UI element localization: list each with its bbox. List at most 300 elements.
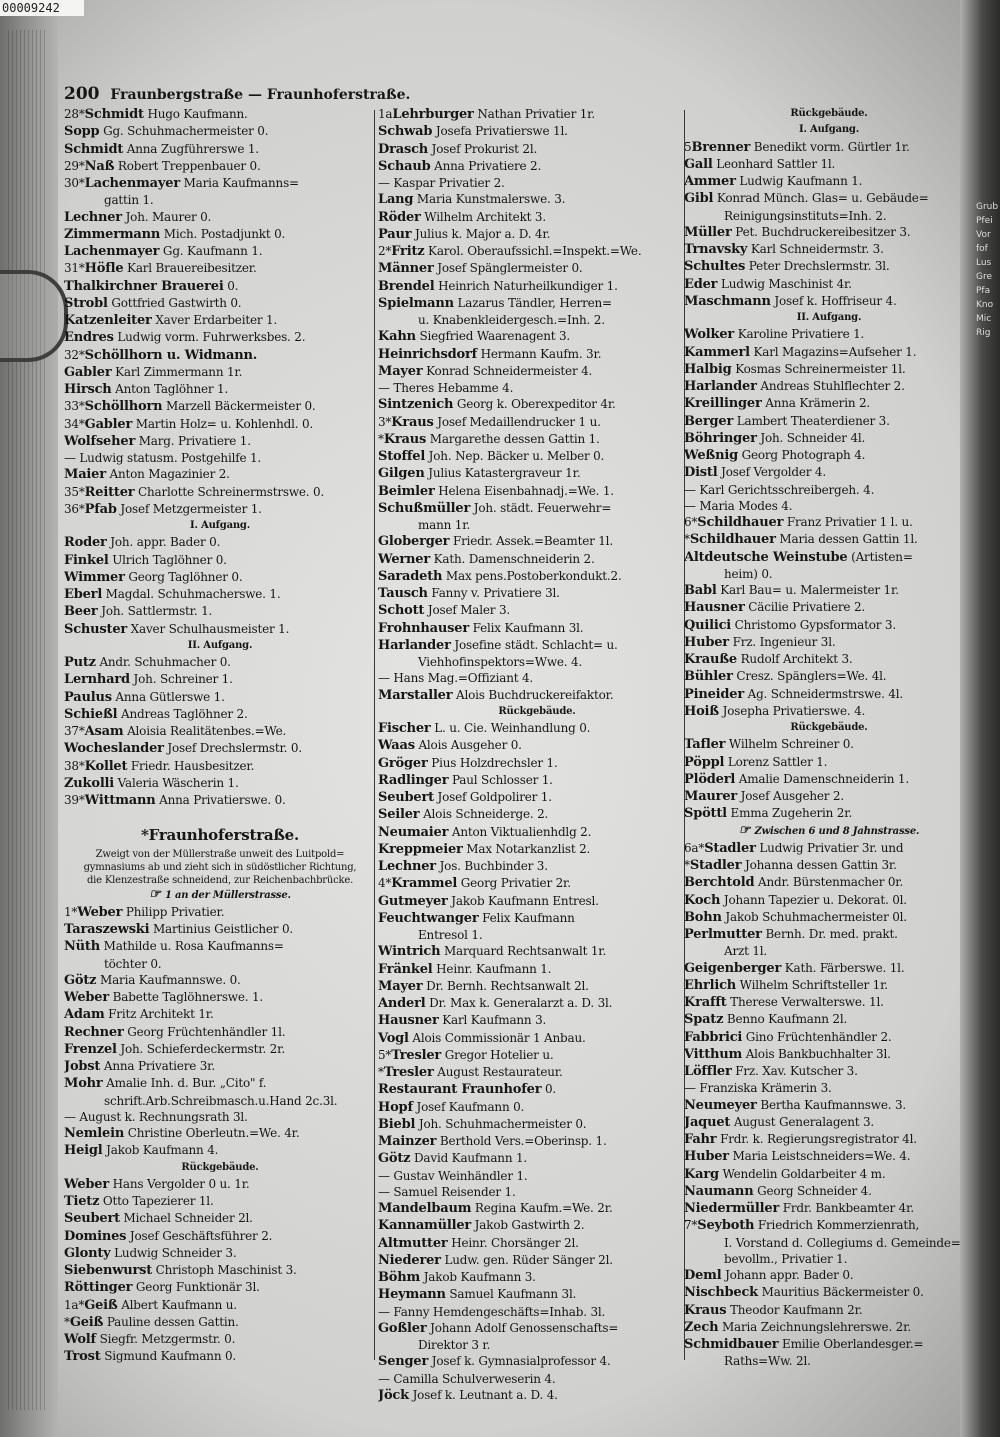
directory-entry bbox=[378, 1304, 696, 1320]
surname: Globerger bbox=[378, 534, 450, 550]
directory-entry bbox=[378, 1012, 696, 1029]
entry-details: Wilhelm Schreiner 0. bbox=[725, 737, 854, 752]
surname: Katzenleiter bbox=[64, 313, 152, 328]
directory-entry bbox=[378, 363, 696, 380]
book-edge-left bbox=[0, 0, 58, 1437]
directory-entry bbox=[378, 720, 696, 737]
directory-entry bbox=[64, 364, 376, 381]
surname: Paulus bbox=[64, 689, 112, 705]
surname: Gutmeyer bbox=[378, 893, 448, 909]
surname: Schaub bbox=[378, 158, 431, 174]
cross-reference-text: 1 an der Müllerstrasse. bbox=[164, 889, 291, 901]
entry-details: Ludwig Maschinist 4r. bbox=[717, 276, 852, 291]
entry-details: Gregor Hotelier u. bbox=[441, 1047, 554, 1062]
surname: Spöttl bbox=[684, 806, 727, 822]
entry-details: Ludw. gen. Rüder Sänger 2l. bbox=[440, 1252, 613, 1267]
entry-details: — Hans Mag.=Offiziant 4. bbox=[378, 671, 534, 686]
entry-details: Alois Commissionär 1 Anbau. bbox=[408, 1030, 586, 1045]
surname: Altdeutsche Weinstube bbox=[684, 549, 848, 565]
entry-details: Maria Kunstmalerswe. 3. bbox=[413, 192, 566, 207]
surname: Mayer bbox=[378, 978, 423, 994]
entry-details: Nathan Privatier 1r. bbox=[473, 107, 595, 121]
directory-entry bbox=[378, 995, 696, 1012]
directory-entry bbox=[64, 1210, 376, 1227]
entry-details: Josepha Privatierswe. 4. bbox=[718, 703, 866, 718]
entry-details: Anna Gütlerswe 1. bbox=[111, 689, 225, 704]
entry-details: Julius k. Major a. D. 4r. bbox=[411, 226, 551, 241]
cross-reference bbox=[684, 823, 974, 840]
surname: Waas bbox=[378, 738, 415, 754]
entry-details: Siegfr. Metzgermstr. 0. bbox=[95, 1332, 236, 1346]
fragment-line: Kno bbox=[976, 300, 994, 310]
entry-details: Marquard Rechtsanwalt 1r. bbox=[440, 944, 607, 959]
entry-details: Fanny v. Privatiere 3l. bbox=[427, 586, 560, 600]
surname: Endres bbox=[64, 330, 114, 346]
entry-details: Marg. Privatiere 1. bbox=[135, 433, 251, 448]
directory-entry bbox=[684, 617, 974, 634]
entry-details: Joh. Maurer 0. bbox=[121, 209, 212, 224]
entry-details: Josef Metzgermeister 1. bbox=[116, 501, 262, 516]
surname: Zimmermann bbox=[64, 226, 161, 242]
directory-entry bbox=[378, 1387, 696, 1404]
directory-entry bbox=[378, 328, 696, 345]
house-number: 6a* bbox=[684, 840, 705, 855]
surname: Brenner bbox=[691, 139, 751, 155]
directory-column-2 bbox=[378, 106, 696, 1404]
directory-entry bbox=[684, 464, 974, 481]
directory-entry bbox=[378, 141, 696, 158]
surname: Mayer bbox=[378, 363, 423, 379]
section-heading: II. Aufgang. bbox=[187, 639, 253, 651]
entry-details: — Samuel Reisender 1. bbox=[378, 1184, 516, 1199]
entry-details: Lazarus Tändler, Herren= bbox=[453, 295, 612, 310]
surname: Gall bbox=[684, 156, 713, 172]
entry-continuation: heim) 0. bbox=[724, 566, 773, 581]
entry-continuation: mann 1r. bbox=[418, 518, 471, 532]
entry-details: Charlotte Schreinermstrswe. 0. bbox=[134, 484, 325, 499]
directory-entry bbox=[64, 972, 376, 989]
entry-details: — Maria Modes 4. bbox=[684, 498, 793, 513]
entry-details: Karoline Privatiere 1. bbox=[734, 327, 865, 342]
entry-details: Anna Privatiere 3r. bbox=[100, 1059, 216, 1073]
directory-entry bbox=[64, 904, 376, 921]
entry-details: Jakob Schuhmachermeister 0l. bbox=[721, 909, 907, 924]
surname: Geiß bbox=[69, 1314, 104, 1330]
directory-entry bbox=[378, 380, 696, 396]
entry-details: Berthold Vers.=Oberinsp. 1. bbox=[436, 1134, 607, 1148]
directory-entry bbox=[684, 447, 974, 464]
directory-entry bbox=[684, 771, 974, 788]
entry-details: Andr. Bürstenmacher 0r. bbox=[754, 875, 904, 890]
entry-details: Joh. Schneider 4l. bbox=[756, 430, 866, 445]
section-heading: Rückgebäude. bbox=[498, 705, 576, 717]
entry-details: Mathilde u. Rosa Kaufmanns= bbox=[100, 939, 284, 954]
surname: Jaquet bbox=[684, 1114, 731, 1130]
surname: Spatz bbox=[684, 1012, 724, 1028]
entry-details: Cäcilie Privatiere 2. bbox=[744, 600, 866, 615]
entry-details: Kath. Damenschneiderin 2. bbox=[430, 551, 595, 566]
house-number: 1a bbox=[378, 107, 393, 121]
entry-details: Josefine städt. Schlacht= u. bbox=[450, 637, 618, 652]
entry-details: Georg Privatier 2r. bbox=[457, 876, 571, 891]
surname: Adam bbox=[64, 1007, 105, 1023]
directory-entry bbox=[684, 498, 974, 514]
surname: Lernhard bbox=[64, 672, 130, 688]
directory-entry bbox=[378, 961, 696, 978]
entry-details: Xaver Erdarbeiter 1. bbox=[151, 313, 278, 327]
surname: Gibl bbox=[684, 191, 714, 207]
directory-entry bbox=[684, 634, 974, 651]
entry-details: Karl Zimmermann 1r. bbox=[111, 364, 243, 379]
directory-entry bbox=[378, 1030, 696, 1047]
surname: Thalkirchner Brauerei bbox=[64, 278, 224, 294]
surname: Huber bbox=[684, 1149, 729, 1165]
surname: Maschmann bbox=[684, 293, 771, 309]
house-number: 39* bbox=[64, 793, 85, 807]
surname: Putz bbox=[64, 655, 96, 670]
surname: Schildhauer bbox=[689, 532, 776, 548]
surname: Kammerl bbox=[684, 344, 750, 360]
directory-entry bbox=[378, 910, 696, 927]
directory-entry bbox=[684, 156, 974, 173]
entry-details: Cresz. Spänglers=We. 4l. bbox=[732, 669, 887, 684]
directory-entry bbox=[684, 582, 974, 599]
directory-entry bbox=[64, 989, 376, 1006]
surname: Spielmann bbox=[378, 295, 454, 311]
directory-entry bbox=[684, 994, 974, 1011]
directory-entry bbox=[64, 175, 376, 192]
entry-details: Julius Katastergraveur 1r. bbox=[424, 466, 581, 481]
surname: Hoiß bbox=[684, 703, 719, 719]
directory-entry bbox=[378, 483, 696, 500]
entry-details: Felix Kaufmann bbox=[478, 910, 575, 925]
surname: Kannamüller bbox=[378, 1218, 472, 1234]
directory-entry bbox=[684, 482, 974, 498]
house-number: 34* bbox=[64, 416, 85, 431]
cross-reference bbox=[64, 887, 376, 904]
entry-details: Ludwig Kaufmann 1. bbox=[735, 174, 863, 188]
entry-details: Georg k. Oberexpeditor 4r. bbox=[453, 397, 616, 412]
entry-continuation: Direktor 3 r. bbox=[418, 1338, 491, 1352]
entry-details: Emilie Oberlandesger.= bbox=[778, 1337, 924, 1351]
surname: Fahr bbox=[684, 1132, 717, 1147]
surname: Hausner bbox=[378, 1013, 439, 1029]
directory-entry bbox=[684, 1217, 974, 1234]
directory-entry bbox=[684, 1200, 974, 1217]
surname: Siebenwurst bbox=[64, 1263, 153, 1278]
entry-details: Aloisia Realitätenbes.=We. bbox=[123, 724, 287, 738]
entry-details: Johanna dessen Gattin 3r. bbox=[741, 858, 897, 872]
page-clip bbox=[0, 270, 68, 362]
entry-details: Theodor Kaufmann 2r. bbox=[726, 1302, 863, 1317]
surname: Fischer bbox=[378, 721, 431, 736]
directory-entry bbox=[378, 448, 696, 465]
house-number: 5* bbox=[378, 1047, 392, 1062]
directory-entry bbox=[684, 413, 974, 430]
entry-details: Christomo Gypsformator 3. bbox=[731, 617, 896, 632]
directory-entry bbox=[378, 1081, 696, 1098]
surname: Frohnhauser bbox=[378, 620, 469, 636]
directory-entry bbox=[684, 736, 974, 753]
section-heading: Rückgebäude. bbox=[790, 108, 868, 119]
house-number: 31* bbox=[64, 261, 85, 276]
surname: Pineider bbox=[684, 686, 744, 702]
entry-details: Therese Verwalterswe. 1l. bbox=[726, 995, 884, 1009]
surname: Kraus bbox=[391, 414, 434, 430]
entry-details: Kosmas Schreinermeister 1l. bbox=[731, 361, 906, 376]
surname: Krammel bbox=[391, 876, 458, 892]
directory-entry bbox=[378, 106, 696, 123]
directory-entry bbox=[684, 599, 974, 616]
directory-entry bbox=[64, 1245, 376, 1262]
entry-details: Ulrich Taglöhner 0. bbox=[108, 552, 227, 567]
entry-details: Lorenz Sattler 1. bbox=[724, 754, 828, 769]
entry-details: Dr. Bernh. Rechtsanwalt 2l. bbox=[422, 978, 589, 993]
directory-entry bbox=[684, 276, 974, 293]
surname: Gabler bbox=[64, 364, 112, 380]
directory-entry bbox=[684, 788, 974, 805]
entry-details: Andreas Taglöhner 2. bbox=[117, 706, 248, 721]
surname: Berger bbox=[684, 413, 734, 429]
entry-details: Martinius Geistlicher 0. bbox=[149, 922, 294, 936]
directory-entry bbox=[684, 241, 974, 258]
house-number: 32* bbox=[64, 347, 85, 362]
surname: Maurer bbox=[684, 789, 738, 804]
entry-details: Josef Ausgeher 2. bbox=[737, 789, 844, 803]
entry-details: Karl Kaufmann 3. bbox=[438, 1013, 547, 1028]
entry-details: 0. bbox=[223, 278, 239, 293]
directory-entry bbox=[684, 840, 974, 857]
entry-details: Frz. Ingenieur 3l. bbox=[728, 634, 836, 649]
surname: Sintzenich bbox=[378, 397, 454, 413]
entry-details: Jakob Kaufmann 3. bbox=[420, 1270, 536, 1284]
entry-details: Margarethe dessen Gattin 1. bbox=[426, 431, 600, 446]
fragment-line: Grub bbox=[976, 202, 999, 212]
directory-entry bbox=[378, 585, 696, 602]
entry-details: Johann Adolf Genossenschafts= bbox=[426, 1320, 619, 1335]
surname: Pfab bbox=[84, 501, 117, 517]
entry-details: Amalie Inh. d. Bur. „Cito" f. bbox=[102, 1076, 267, 1091]
surname: Babl bbox=[684, 583, 717, 598]
entry-details: David Kaufmann 1. bbox=[410, 1151, 528, 1166]
entry-details: — Camilla Schulverweserin 4. bbox=[378, 1371, 556, 1386]
directory-entry bbox=[64, 433, 376, 450]
house-number: 33* bbox=[64, 399, 85, 414]
entry-details: Friedrich Kommerzienrath, bbox=[754, 1218, 920, 1233]
entry-details: — Kaspar Privatier 2. bbox=[378, 176, 505, 190]
surname: Fritz bbox=[391, 244, 425, 259]
directory-entry bbox=[64, 654, 376, 671]
entry-details: Anna Krämerin 2. bbox=[761, 396, 871, 411]
surname: Niederer bbox=[378, 1252, 441, 1268]
directory-entry bbox=[684, 139, 974, 156]
entry-details: Friedr. Assek.=Beamter 1l. bbox=[449, 534, 613, 549]
surname: Heymann bbox=[378, 1287, 446, 1303]
entry-details: Jakob Kaufmann Entresl. bbox=[447, 893, 599, 908]
surname: Taraszewski bbox=[64, 922, 150, 937]
surname: Wimmer bbox=[64, 569, 125, 585]
surname: Röttinger bbox=[64, 1280, 133, 1296]
directory-entry bbox=[684, 1284, 974, 1301]
directory-entry bbox=[378, 1116, 696, 1133]
surname: Geiß bbox=[84, 1297, 118, 1313]
directory-entry bbox=[378, 414, 696, 431]
surname: Wintrich bbox=[378, 944, 441, 960]
house-number: 30* bbox=[64, 176, 85, 190]
surname: Neumeyer bbox=[684, 1097, 757, 1113]
house-number: 5 bbox=[684, 139, 692, 154]
surname: Sopp bbox=[64, 124, 100, 140]
entry-details: Maria Kaufmanns= bbox=[179, 176, 299, 190]
entry-details: Georg Taglöhner 0. bbox=[124, 569, 243, 584]
surname: Paur bbox=[378, 226, 412, 242]
directory-entry bbox=[64, 1193, 376, 1210]
directory-entry bbox=[378, 191, 696, 208]
surname: Kahn bbox=[378, 329, 416, 345]
house-number: 1* bbox=[64, 904, 78, 919]
entry-details: Josefa Privatierswe 1l. bbox=[432, 124, 568, 139]
entry-details: Ludwig vorm. Fuhrwerksbes. 2. bbox=[113, 330, 306, 345]
directory-entry bbox=[378, 1064, 696, 1081]
entry-details: Lambert Theaterdiener 3. bbox=[733, 413, 890, 428]
directory-entry bbox=[64, 552, 376, 569]
directory-entry bbox=[64, 1228, 376, 1245]
directory-entry bbox=[684, 668, 974, 685]
directory-entry bbox=[64, 1075, 376, 1092]
entry-continuation: bevollm., Privatier 1. bbox=[724, 1251, 848, 1266]
surname: Rechner bbox=[64, 1024, 124, 1040]
surname: Schmidt bbox=[64, 141, 124, 157]
entry-details: Leonhard Sattler 1l. bbox=[712, 156, 836, 171]
entry-details: Josef Prokurist 2l. bbox=[428, 141, 538, 156]
directory-entry bbox=[684, 1183, 974, 1200]
surname: Goßler bbox=[378, 1320, 427, 1336]
surname: Jobst bbox=[64, 1059, 101, 1074]
entry-details: Helena Eisenbahnadj.=We. 1. bbox=[434, 483, 614, 498]
surname: Karg bbox=[684, 1166, 719, 1182]
entry-details: Anton Viktualienhdlg 2. bbox=[448, 824, 592, 839]
directory-entry bbox=[684, 1046, 974, 1063]
entry-details: Maria dessen Gattin 1l. bbox=[775, 532, 918, 547]
directory-entry bbox=[684, 1131, 974, 1148]
surname: Asam bbox=[84, 724, 124, 739]
directory-entry bbox=[378, 1252, 696, 1269]
directory-entry bbox=[378, 687, 696, 704]
entry-details: Franz Privatier 1 l. u. bbox=[783, 515, 913, 529]
entry-continuation: gattin 1. bbox=[104, 193, 154, 208]
surname: Schußmüller bbox=[378, 500, 471, 516]
directory-entry bbox=[64, 295, 376, 312]
house-number: 37* bbox=[64, 724, 85, 738]
directory-entry bbox=[378, 824, 696, 841]
directory-entry bbox=[684, 395, 974, 412]
surname: Weßnig bbox=[684, 448, 738, 463]
surname: Glonty bbox=[64, 1245, 111, 1261]
surname: Weber bbox=[64, 1176, 110, 1192]
entry-details: — Fanny Hemdengeschäfts=Inhab. 3l. bbox=[378, 1304, 606, 1319]
directory-entry bbox=[684, 344, 974, 361]
street-note: die Klenzestraße schneidend, zur Reichenbachbrücke. bbox=[86, 874, 354, 886]
surname: Lechner bbox=[378, 859, 436, 874]
directory-entry bbox=[64, 586, 376, 603]
directory-entry bbox=[684, 892, 974, 909]
directory-entry bbox=[64, 740, 376, 757]
entry-details: Wilhelm Schriftsteller 1r. bbox=[736, 977, 888, 992]
adjacent-page-fragment bbox=[976, 200, 999, 340]
surname: Wolf bbox=[64, 1332, 96, 1347]
directory-entry bbox=[378, 243, 696, 260]
directory-entry bbox=[378, 226, 696, 243]
entry-details: Christoph Maschinist 3. bbox=[152, 1263, 297, 1277]
surname: Tausch bbox=[378, 586, 428, 601]
surname: Jöck bbox=[378, 1387, 409, 1403]
entry-details: Georg Früchtenhändler 1l. bbox=[123, 1024, 286, 1039]
house-number: 36* bbox=[64, 501, 85, 516]
surname: Niedermüller bbox=[684, 1201, 780, 1216]
directory-entry bbox=[378, 1235, 696, 1252]
pointing-hand-icon: ☞ bbox=[738, 822, 755, 838]
directory-entry bbox=[64, 1109, 376, 1125]
directory-entry bbox=[378, 789, 696, 806]
surname: Schmidt bbox=[84, 107, 144, 122]
entry-details: Rudolf Architekt 3. bbox=[736, 652, 853, 666]
entry-details: — Theres Hebamme 4. bbox=[378, 381, 514, 395]
directory-entry bbox=[64, 1058, 376, 1075]
entry-details: Max Notarkanzlist 2. bbox=[462, 841, 591, 856]
page-number: 200 bbox=[64, 84, 100, 104]
surname: Eder bbox=[684, 276, 718, 292]
surname: Berchtold bbox=[684, 875, 755, 891]
surname: Kollet bbox=[84, 758, 128, 774]
directory-entry bbox=[64, 1279, 376, 1296]
surname: Strobl bbox=[64, 295, 108, 311]
directory-entry bbox=[378, 260, 696, 277]
surname: Trost bbox=[64, 1349, 101, 1365]
directory-entry bbox=[684, 326, 974, 343]
entry-details: Sigmund Kaufmann 0. bbox=[100, 1349, 237, 1364]
surname: Krafft bbox=[684, 995, 727, 1010]
surname: Senger bbox=[378, 1354, 429, 1370]
street-note: gymnasiums ab und zieht sich in südöstlicher Richtung, bbox=[83, 861, 357, 873]
surname: Wocheslander bbox=[64, 741, 164, 757]
surname: Quilici bbox=[684, 617, 732, 633]
directory-entry bbox=[64, 106, 376, 123]
directory-entry bbox=[64, 416, 376, 433]
directory-entry bbox=[378, 875, 696, 892]
entry-details: Johann appr. Bader 0. bbox=[721, 1268, 854, 1282]
surname: Nemlein bbox=[64, 1126, 125, 1141]
directory-entry bbox=[684, 293, 974, 310]
surname: Hirsch bbox=[64, 382, 112, 397]
directory-entry bbox=[684, 1166, 974, 1183]
entry-details: Ludwig Privatier 3r. und bbox=[755, 840, 904, 855]
directory-entry bbox=[378, 858, 696, 875]
entry-details: Pauline dessen Gattin. bbox=[103, 1314, 239, 1329]
directory-entry bbox=[684, 549, 974, 566]
surname: Halbig bbox=[684, 361, 732, 377]
directory-entry bbox=[684, 1063, 974, 1080]
entry-details: Joh. städt. Feuerwehr= bbox=[470, 500, 612, 515]
surname: Plöderl bbox=[684, 771, 736, 787]
surname: Pöppl bbox=[684, 754, 725, 770]
entry-details: Anton Taglöhner 1. bbox=[111, 382, 229, 396]
entry-details: Konrad Schneidermeister 4. bbox=[422, 363, 593, 378]
surname: Ehrlich bbox=[684, 977, 737, 993]
entry-details: Wendelin Goldarbeiter 4 m. bbox=[718, 1166, 886, 1181]
surname: Götz bbox=[378, 1151, 411, 1167]
directory-entry bbox=[378, 1099, 696, 1116]
directory-entry bbox=[378, 602, 696, 619]
